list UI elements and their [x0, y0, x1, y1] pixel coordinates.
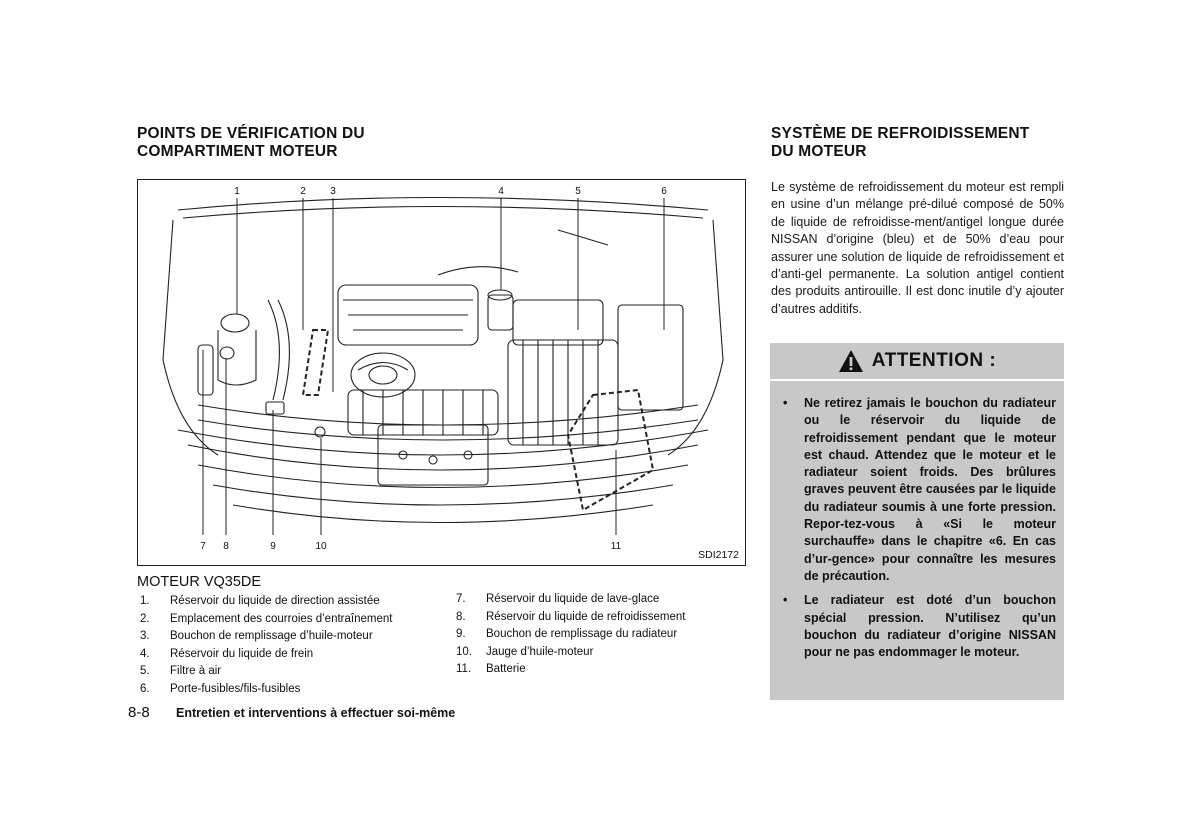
callout-9: 9 [270, 541, 276, 552]
list-item: 11. Batterie [456, 663, 526, 675]
callout-10: 10 [315, 541, 327, 552]
list-item: 2. Emplacement des courroies d’entraînement [140, 612, 393, 625]
callout-4: 4 [498, 186, 504, 197]
heading-line-2: DU MOTEUR [771, 143, 867, 160]
callout-6: 6 [661, 186, 667, 197]
list-item: 3. Bouchon de remplissage d’huile-moteur [140, 630, 373, 642]
section-heading-engine-checkpoints [137, 125, 365, 161]
cooling-system-paragraph: Le système de refroidissement du moteur est rempli en usine d’un mélange pré-dilué composé de 50% de liquide de refroidisse-ment/antigel longue durée NISSAN d’origine (bleu) et de 50% d’eau pour assurer une solution de liquide de refroidissement et d’anti-gel permanente. La solution antigel contient des produits antirouille. Il est donc inutile d’y ajouter d’autres additifs. [771, 180, 1064, 316]
callout-8: 8 [223, 541, 229, 552]
callout-5: 5 [575, 186, 581, 197]
warning-list [770, 395, 1064, 668]
warning-item: • Le radiateur est doté d’un bouchon spécial pression. N’utilisez qu’un bouchon du radiateur d’origine NISSAN pour ne pas endommager le moteur. [783, 593, 1056, 660]
parts-list-left [140, 593, 440, 698]
list-item: 10. Jauge d’huile-moteur [456, 645, 594, 658]
figure-code: SDI2172 [698, 549, 739, 561]
page-number: 8-8 [128, 704, 150, 721]
warning-triangle-icon [838, 349, 864, 373]
list-item: 5. Filtre à air [140, 665, 222, 677]
heading-line-1: SYSTÈME DE REFROIDISSEMENT [771, 125, 1030, 142]
figure-caption: MOTEUR VQ35DE [137, 574, 262, 590]
callout-2: 2 [300, 186, 306, 197]
callout-7: 7 [200, 541, 206, 552]
list-item: 8. Réservoir du liquide de refroidissement [456, 610, 686, 623]
list-item: 1. Réservoir du liquide de direction assistée [140, 595, 380, 607]
list-item: 9. Bouchon de remplissage du radiateur [456, 628, 678, 640]
warning-header [770, 343, 1064, 381]
warning-item: • Ne retirez jamais le bouchon du radiateur ou le réservoir du liquide de refroidissement pendant que le moteur est chaud. Attendez que le moteur et le radiateur soient froids. Des brûlures graves peuvent être causées par le liquide du radiateur soumis à une forte pression. Repor-tez-vous à «Si le moteur surchauffe» dans le chapitre «6. En cas d’ur-gence» pour connaître les mesures de précaution. [783, 396, 1056, 583]
heading-line-1: POINTS DE VÉRIFICATION DU [137, 125, 365, 142]
list-item: 4. Réservoir du liquide de frein [140, 647, 314, 660]
list-item: 6. Porte-fusibles/fils-fusibles [140, 682, 301, 695]
callout-3: 3 [330, 186, 336, 197]
list-item: 7. Réservoir du liquide de lave-glace [456, 593, 660, 605]
parts-list-right [456, 591, 746, 679]
heading-line-2: COMPARTIMENT MOTEUR [137, 143, 338, 160]
warning-box [770, 343, 1064, 700]
section-heading-cooling-system [771, 125, 1029, 161]
callout-1: 1 [234, 186, 240, 197]
engine-compartment-figure [137, 179, 746, 566]
chapter-title: Entretien et interventions à effectuer soi-même [176, 706, 456, 720]
callout-11: 11 [610, 541, 622, 552]
engine-illustration [138, 180, 745, 565]
warning-title: ATTENTION : [871, 350, 997, 371]
